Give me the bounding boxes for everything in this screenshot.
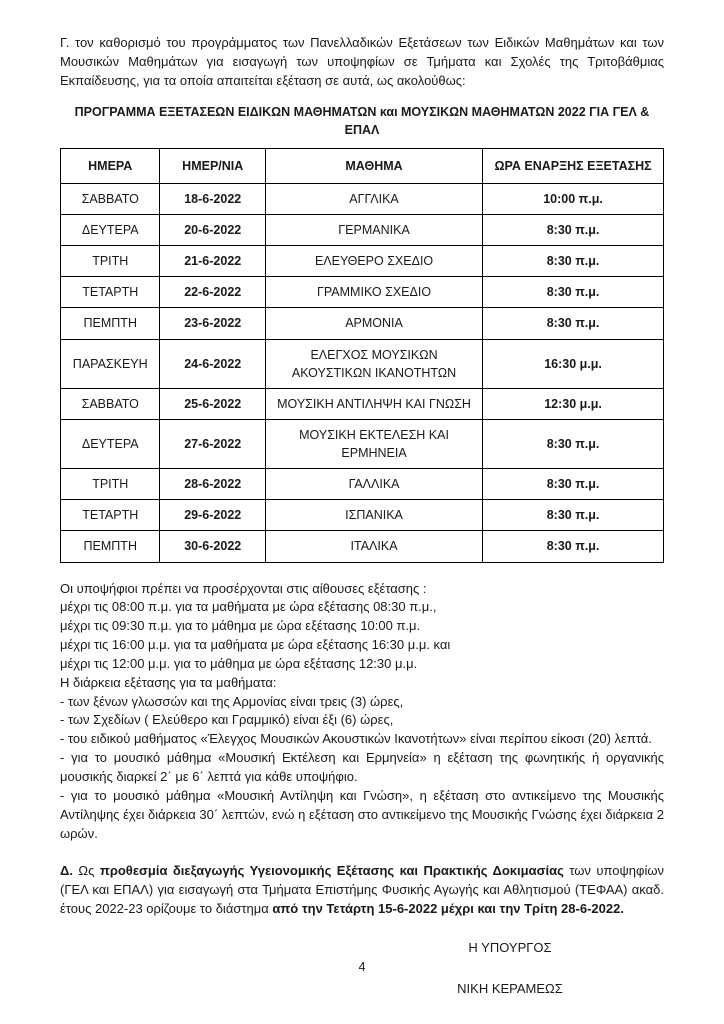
- note-line: μέχρι τις 12:00 μ.μ. για το μάθημα με ώρα εξέτασης 12:30 μ.μ.: [60, 655, 418, 671]
- note-line: - για το μουσικό μάθημα «Μουσική Εκτέλεση και Ερμηνεία» η εξέταση της φωνητικής ή οργανικής μουσικής διαρκεί 2΄ με 6΄ λεπτά για κάθε υποψήφιο.: [60, 750, 664, 784]
- cell-subject: ΓΡΑΜΜΙΚΟ ΣΧΕΔΙΟ: [266, 277, 483, 308]
- cell-time: 8:30 π.μ.: [483, 308, 664, 339]
- cell-day: ΔΕΥΤΕΡΑ: [61, 419, 160, 468]
- section-d-label: Δ.: [60, 863, 73, 879]
- table-row: [61, 246, 664, 277]
- cell-date: 22-6-2022: [160, 277, 266, 308]
- table-row: [61, 339, 664, 388]
- note-line: - του ειδικού μαθήματος «Έλεγχος Μουσικών Ακουστικών Ικανοτήτων» είναι περίπου είκοσι (20) λεπτά.: [60, 731, 652, 747]
- cell-day: ΤΕΤΑΡΤΗ: [61, 277, 160, 308]
- cell-date: 25-6-2022: [160, 388, 266, 419]
- cell-time: 8:30 π.μ.: [483, 215, 664, 246]
- section-d-paragraph: [60, 862, 664, 919]
- intro-paragraph: Γ. τον καθορισμό του προγράμματος των Πανελλαδικών Εξετάσεων των Ειδικών Μαθημάτων και των Μουσικών Μαθημάτων για εισαγωγή των υποψηφίων σε Τμήματα και Σχολές της Τριτοβάθμιας Εκπαίδευσης, για τα οποία απαιτείται εξέταση σε αυτά, ως ακολούθως:: [60, 35, 664, 88]
- cell-date: 29-6-2022: [160, 500, 266, 531]
- section-d-date-range: από την Τετάρτη 15-6-2022 μέχρι και την Τρίτη 28-6-2022.: [272, 901, 624, 917]
- table-row: [61, 277, 664, 308]
- cell-day: ΠΑΡΑΣΚΕΥΗ: [61, 339, 160, 388]
- cell-day: ΔΕΥΤΕΡΑ: [61, 215, 160, 246]
- cell-subject: ΕΛΕΓΧΟΣ ΜΟΥΣΙΚΩΝ ΑΚΟΥΣΤΙΚΩΝ ΙΚΑΝΟΤΗΤΩΝ: [266, 339, 483, 388]
- section-d-text: των υποψηφίων (ΓΕΛ και ΕΠΑΛ) για εισαγωγή στα Τμήματα Επιστήμης Φυσικής Αγωγής και Αθλητισμού (ΤΕΦΑΑ) ακαδ. έτους 2022-23 ορίζουμε το διάστημα: [60, 863, 664, 917]
- col-header-subject: ΜΑΘΗΜΑ: [266, 148, 483, 183]
- table-row: [61, 215, 664, 246]
- cell-date: 24-6-2022: [160, 339, 266, 388]
- cell-date: 30-6-2022: [160, 531, 266, 562]
- cell-day: ΤΡΙΤΗ: [61, 469, 160, 500]
- note-line: μέχρι τις 09:30 π.μ. για το μάθημα με ώρα εξέτασης 10:00 π.μ.: [60, 618, 421, 634]
- cell-date: 27-6-2022: [160, 419, 266, 468]
- section-d-deadline-title: προθεσμία διεξαγωγής Υγειονομικής Εξέτασης και Πρακτικής Δοκιμασίας: [99, 863, 564, 879]
- table-title: ΠΡΟΓΡΑΜΜΑ ΕΞΕΤΑΣΕΩΝ ΕΙΔΙΚΩΝ ΜΑΘΗΜΑΤΩΝ και ΜΟΥΣΙΚΩΝ ΜΑΘΗΜΑΤΩΝ 2022 ΓΙΑ ΓΕΛ & ΕΠΑΛ: [74, 104, 650, 137]
- cell-date: 28-6-2022: [160, 469, 266, 500]
- cell-date: 18-6-2022: [160, 183, 266, 214]
- table-row: [61, 388, 664, 419]
- note-line: Η διάρκεια εξέτασης για τα μαθήματα:: [60, 674, 277, 690]
- cell-subject: ΑΓΓΛΙΚΑ: [266, 183, 483, 214]
- cell-time: 12:30 μ.μ.: [483, 388, 664, 419]
- table-row: [61, 469, 664, 500]
- cell-subject: ΜΟΥΣΙΚΗ ΕΚΤΕΛΕΣΗ ΚΑΙ ΕΡΜΗΝΕΙΑ: [266, 419, 483, 468]
- cell-time: 8:30 π.μ.: [483, 531, 664, 562]
- table-row: [61, 531, 664, 562]
- note-line: μέχρι τις 08:00 π.μ. για τα μαθήματα με ώρα εξέτασης 08:30 π.μ.,: [60, 599, 437, 615]
- cell-day: ΤΡΙΤΗ: [61, 246, 160, 277]
- col-header-day: ΗΜΕΡΑ: [61, 148, 160, 183]
- cell-time: 8:30 π.μ.: [483, 469, 664, 500]
- signature-title: Η ΥΠΟΥΡΓΟΣ: [468, 939, 552, 955]
- note-line: Οι υποψήφιοι πρέπει να προσέρχονται στις αίθουσες εξέτασης :: [60, 580, 427, 596]
- section-d-text: Ως: [72, 863, 100, 879]
- cell-time: 8:30 π.μ.: [483, 419, 664, 468]
- table-header-row: [61, 148, 664, 183]
- table-row: [61, 419, 664, 468]
- note-line: - για το μουσικό μάθημα «Μουσική Αντίληψη και Γνώση», η εξέταση στο αντικείμενο της Μουσικής Αντίληψης έχει διάρκεια 30΄ λεπτών, ενώ η εξέταση στο αντικείμενο της Μουσικής Γνώσης έχει διάρκεια 2 ωρών.: [60, 787, 664, 841]
- cell-time: 10:00 π.μ.: [483, 183, 664, 214]
- notes-section: [60, 580, 664, 844]
- cell-date: 23-6-2022: [160, 308, 266, 339]
- page-number: 4: [358, 959, 366, 974]
- cell-day: ΣΑΒΒΑΤΟ: [61, 183, 160, 214]
- cell-day: ΠΕΜΠΤΗ: [61, 531, 160, 562]
- cell-subject: ΕΛΕΥΘΕΡΟ ΣΧΕΔΙΟ: [266, 246, 483, 277]
- cell-subject: ΑΡΜΟΝΙΑ: [266, 308, 483, 339]
- note-line: μέχρι τις 16:00 μ.μ. για τα μαθήματα με ώρα εξέτασης 16:30 μ.μ. και: [60, 637, 451, 653]
- cell-time: 16:30 μ.μ.: [483, 339, 664, 388]
- cell-time: 8:30 π.μ.: [483, 277, 664, 308]
- signature-name: ΝΙΚΗ ΚΕΡΑΜΕΩΣ: [457, 980, 563, 996]
- cell-date: 21-6-2022: [160, 246, 266, 277]
- exam-schedule-table: [60, 148, 664, 563]
- note-line: - των ξένων γλωσσών και της Αρμονίας είναι τρεις (3) ώρες,: [60, 693, 404, 709]
- cell-day: ΣΑΒΒΑΤΟ: [61, 388, 160, 419]
- cell-subject: ΙΣΠΑΝΙΚΑ: [266, 500, 483, 531]
- note-line: - των Σχεδίων ( Ελεύθερο και Γραμμικό) είναι έξι (6) ώρες,: [60, 712, 394, 728]
- cell-time: 8:30 π.μ.: [483, 500, 664, 531]
- cell-subject: ΓΕΡΜΑΝΙΚΑ: [266, 215, 483, 246]
- cell-day: ΤΕΤΑΡΤΗ: [61, 500, 160, 531]
- col-header-time: ΩΡΑ ΕΝΑΡΞΗΣ ΕΞΕΤΑΣΗΣ: [483, 148, 664, 183]
- cell-subject: ΙΤΑΛΙΚΑ: [266, 531, 483, 562]
- cell-time: 8:30 π.μ.: [483, 246, 664, 277]
- cell-day: ΠΕΜΠΤΗ: [61, 308, 160, 339]
- table-row: [61, 500, 664, 531]
- col-header-date: ΗΜΕΡ/ΝΙΑ: [160, 148, 266, 183]
- table-row: [61, 183, 664, 214]
- cell-subject: ΜΟΥΣΙΚΗ ΑΝΤΙΛΗΨΗ ΚΑΙ ΓΝΩΣΗ: [266, 388, 483, 419]
- cell-date: 20-6-2022: [160, 215, 266, 246]
- table-row: [61, 308, 664, 339]
- cell-subject: ΓΑΛΛΙΚΑ: [266, 469, 483, 500]
